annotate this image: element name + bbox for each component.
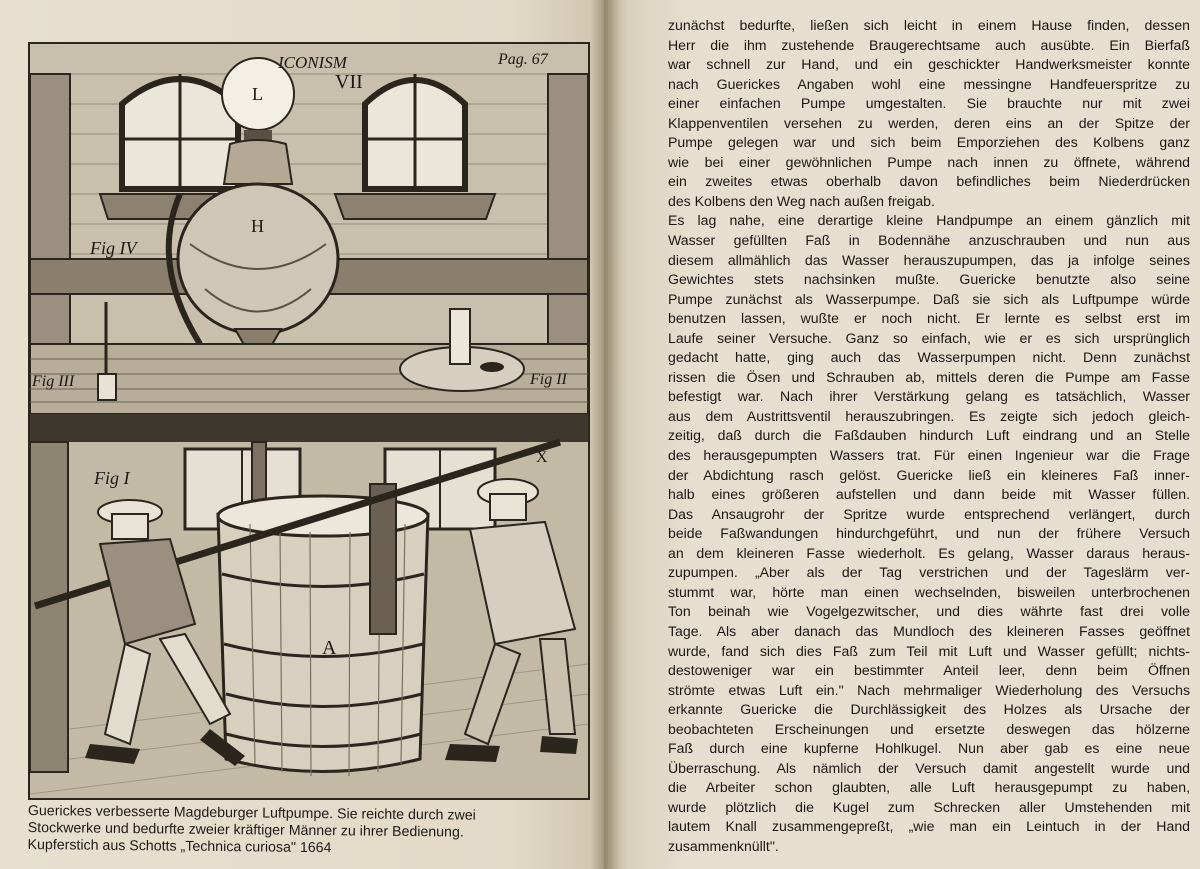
label-A: A xyxy=(322,637,337,659)
text-line: Gewichtes stets nachsinken mußte. Guericke benutzte also seine xyxy=(668,271,1190,288)
text-line: Klappenventilen versehen zu werden, deren eins an der Spitze der xyxy=(668,114,1190,131)
text-line: der Abdichtung rasch gelöst. Guericke ließ ein kleineres Faß inner- xyxy=(668,466,1190,483)
figure-caption xyxy=(27,803,590,860)
engraving-plate xyxy=(28,42,590,800)
text-line: Tage. Als aber danach das Mundloch des kleineren Fasses geöffnet xyxy=(668,622,1190,639)
text-line: einer einfachen Pumpe umgestalten. Sie brauchte nur mit zwei xyxy=(668,95,1190,112)
text-line: Das Ansaugrohr der Spritze wurde entsprechend verlängert, durch xyxy=(668,505,1190,522)
text-line: rissen die Ösen und Schrauben ab, mittels deren die Pumpe am Fasse xyxy=(668,368,1190,385)
engraving-illustration xyxy=(30,44,588,798)
text-line: zunächst bedurfte, ließen sich leicht in einem Hause finden, dessen xyxy=(668,17,1190,33)
text-line: wurde plötzlich die Kugel zum Schrecken aller Umstehenden mit xyxy=(668,798,1190,815)
text-line: war schnell zur Hand, und ein geschickter Handwerksmeister konnte xyxy=(668,56,1190,73)
text-line: zusammenknüllt". xyxy=(668,837,779,854)
text-line: destoweniger war ein bestimmter Anteil leer, denn beim Öffnen xyxy=(668,662,1190,679)
text-line: befestigt war. Nach ihrer Verstärkung gelang es tatsächlich, Wasser xyxy=(668,388,1190,405)
text-line: gedacht hatte, ging auch das Wasserpumpen nicht. Denn zunächst xyxy=(668,349,1190,366)
text-line: Laufe seiner Versuche. Ganz so einfach, wie er es sich ursprünglich xyxy=(668,329,1190,346)
text-line: Es lag nahe, eine derartige kleine Handpumpe an einem gänzlich mit xyxy=(668,212,1190,229)
text-line: des herausgepumpten Wassers trat. Für einen Ingenieur war die Frage xyxy=(668,447,1190,464)
text-line: diesem allmählich das Wasser herauszupumpen, das ja infolge seines xyxy=(668,251,1190,268)
text-line: Faß durch eine kupferne Hohlkugel. Nun aber gab es eine neue xyxy=(668,740,1190,757)
text-line: zupumpen. „Aber als der Tag verstrichen und der Tageslärm ver- xyxy=(668,564,1190,581)
label-fig4: Fig IV xyxy=(90,238,137,258)
text-line: die Arbeiter schon glaubten, alle Luft herausgepumpt zu haben, xyxy=(668,779,1190,796)
text-line: Pumpe gelegen war und sich beim Emporziehen des Kolbens ganz xyxy=(668,134,1190,151)
text-line: an dem kleineren Fasse wiederholt. Es gelang, Wasser daraus heraus- xyxy=(668,544,1190,561)
plate-header-page: Pag. 67 xyxy=(498,51,548,68)
text-line: wie bei einer gewöhnlichen Pumpe nach innen zu öffnete, während xyxy=(668,153,1190,170)
text-line: Herr die ihm zustehende Braugerechtsame auch ausübte. Ein Bierfaß xyxy=(668,36,1190,53)
text-line: benutzen lassen, wußte er noch nicht. Er lernte es selbst erst im xyxy=(668,310,1190,327)
text-line: nach Guerickes Angaben wohl eine messingne Handfeuerspritze zu xyxy=(668,75,1190,92)
label-fig3: Fig III xyxy=(32,373,75,390)
text-line: wurde, fand sich dies Faß zum Teil mit Luft und Wasser gefüllt; nichts- xyxy=(668,642,1190,659)
caption-line: Stockwerke und bedurfte zweier kräftiger Männer zu ihrer Bedienung. xyxy=(27,820,464,841)
book-gutter xyxy=(590,0,620,869)
text-line: erkannte Guericke die Durchlässigkeit des Holzes als Ursache der xyxy=(668,701,1190,718)
plate-header-number: VII xyxy=(335,71,363,93)
body-text xyxy=(668,16,1190,857)
text-line: Wasser gefüllten Faß in Bodennähe anzuschrauben und nun aus xyxy=(668,232,1190,249)
label-L: L xyxy=(252,84,263,104)
text-line: halb eines größeren aufstellen und dann beide mit Wasser füllen. xyxy=(668,486,1190,503)
label-fig1: Fig I xyxy=(94,468,130,488)
text-line: Ton beinah wie Vogelgezwitscher, und dies währte fast drei volle xyxy=(668,603,1190,620)
text-line: stummt war, hörte man einen wechselnden, bisweilen unterbrochenen xyxy=(668,583,1190,600)
barrel xyxy=(218,484,428,776)
text-line: beobachteten Erscheinungen und ersetzte deswegen das hölzerne xyxy=(668,720,1190,737)
text-line: Pumpe zunächst als Wasserpumpe. Daß sie sich als Luftpumpe würde xyxy=(668,290,1190,307)
caption-line: Guerickes verbesserte Magdeburger Luftpumpe. Sie reichte durch zwei xyxy=(27,803,476,824)
text-line: Überraschung. Als nämlich der Versuch damit angestellt wurde und xyxy=(668,759,1190,776)
text-line: strömte etwas Luft ein." Nach mehrmaliger Wiederholung des Versuchs xyxy=(668,681,1190,698)
text-line: zeitig, daß durch die Faßdauben hindurch Luft eindrang und an Stelle xyxy=(668,427,1190,444)
label-X: X xyxy=(536,449,548,466)
label-H: H xyxy=(251,216,264,236)
text-line: aus dem Austrittsventil herauszubringen. Es zeigte sich jedoch gleich- xyxy=(668,407,1190,424)
text-line: beide Faßwandungen hindurchgeführt, und nun der frühere Versuch xyxy=(668,525,1190,542)
text-line: lautem Knall zusammengepreßt, „wie man ein Leintuch in der Hand xyxy=(668,818,1190,835)
label-fig2: Fig II xyxy=(530,371,567,388)
plate-header-iconism: ICONISM xyxy=(278,53,347,72)
text-line: ein zweites etwas oberhalb davon befindliches beim Niederdrücken xyxy=(668,173,1190,190)
text-line: des Kolbens den Weg nach außen freigab. xyxy=(668,192,935,209)
caption-line: Kupferstich aus Schotts „Technica curiosa" 1664 xyxy=(27,837,332,857)
